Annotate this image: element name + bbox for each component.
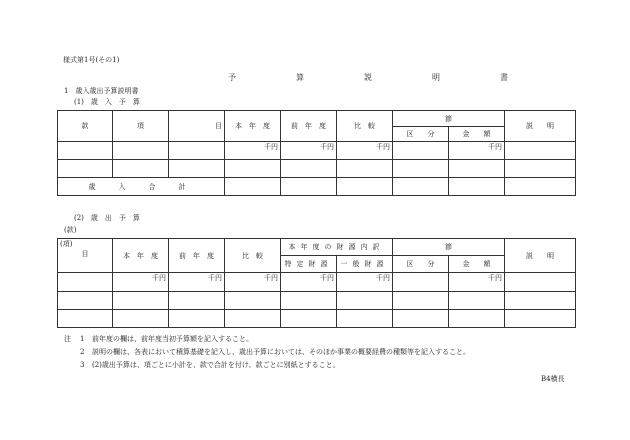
header-explanation: 説 明 bbox=[505, 239, 576, 273]
header-kou-moku bbox=[58, 239, 113, 273]
header-kan: 款 bbox=[58, 111, 113, 142]
unit-label: 千円 bbox=[281, 273, 337, 292]
header-amount: 金 額 bbox=[449, 127, 505, 142]
header-comparison: 比 較 bbox=[337, 111, 393, 142]
note-3-number: 3 bbox=[80, 361, 85, 369]
table-row bbox=[58, 160, 576, 178]
revenue-heading: (1) 歳 入 予 算 bbox=[74, 98, 140, 106]
header-specific-funding: 特定財源 bbox=[281, 256, 337, 273]
unit-label: 千円 bbox=[169, 273, 225, 292]
revenue-table bbox=[57, 110, 576, 196]
header-previous-year: 前 年 度 bbox=[169, 239, 225, 273]
unit-label: 千円 bbox=[281, 142, 337, 160]
header-moku: 目 bbox=[169, 111, 225, 142]
note-3: (2)歳出予算は、項ごとに小計を、款で合計を付け、款ごとに別紙とすること。 bbox=[92, 361, 340, 369]
note-1: 前年度の欄は、前年度当初予算額を記入すること。 bbox=[92, 335, 253, 343]
total-label: 歳 入 合 計 bbox=[58, 178, 225, 196]
expense-heading: (2) 歳 出 予 算 bbox=[74, 214, 140, 222]
header-setsu: 節 bbox=[393, 239, 505, 256]
header-kou: 項 bbox=[113, 111, 169, 142]
header-category: 区 分 bbox=[393, 256, 449, 273]
header-kou: (項) bbox=[60, 240, 73, 248]
expense-table bbox=[57, 238, 576, 328]
note-1-number: 1 bbox=[80, 335, 85, 343]
header-comparison: 比 較 bbox=[225, 239, 281, 273]
header-category: 区 分 bbox=[393, 127, 449, 142]
expense-kan-label: (款) bbox=[64, 226, 77, 234]
unit-label: 千円 bbox=[113, 273, 169, 292]
table-row bbox=[58, 273, 576, 292]
unit-label: 千円 bbox=[449, 273, 505, 292]
section-heading: 1 歳入歳出予算説明書 bbox=[64, 87, 139, 95]
unit-label: 千円 bbox=[337, 273, 393, 292]
note-2-number: 2 bbox=[80, 348, 85, 356]
total-row bbox=[58, 178, 576, 196]
header-amount: 金 額 bbox=[449, 256, 505, 273]
header-moku: 目 bbox=[81, 250, 89, 258]
notes-label: 注 bbox=[64, 335, 71, 343]
header-general-funding: 一般財源 bbox=[337, 256, 393, 273]
page-title: 予 算 説 明 書 bbox=[228, 73, 534, 82]
table-row bbox=[58, 142, 576, 160]
unit-label: 千円 bbox=[225, 273, 281, 292]
unit-label: 千円 bbox=[225, 142, 281, 160]
header-funding-breakdown: 本年度の財源内訳 bbox=[281, 239, 393, 256]
form-label: 様式第1号(その1) bbox=[63, 56, 120, 64]
table-row bbox=[58, 292, 576, 310]
unit-label: 千円 bbox=[337, 142, 393, 160]
header-current-year: 本 年 度 bbox=[225, 111, 281, 142]
paper-size-label: B4横長 bbox=[541, 375, 565, 383]
header-explanation: 説 明 bbox=[505, 111, 576, 142]
header-setsu: 節 bbox=[393, 111, 505, 127]
header-previous-year: 前 年 度 bbox=[281, 111, 337, 142]
unit-label: 千円 bbox=[449, 142, 505, 160]
note-2: 説明の欄は、各表において積算基礎を記入し、歳出予算においては、そのほか事業の概要経費の種類等を記入すること。 bbox=[92, 348, 470, 356]
header-current-year: 本 年 度 bbox=[113, 239, 169, 273]
table-row bbox=[58, 310, 576, 328]
